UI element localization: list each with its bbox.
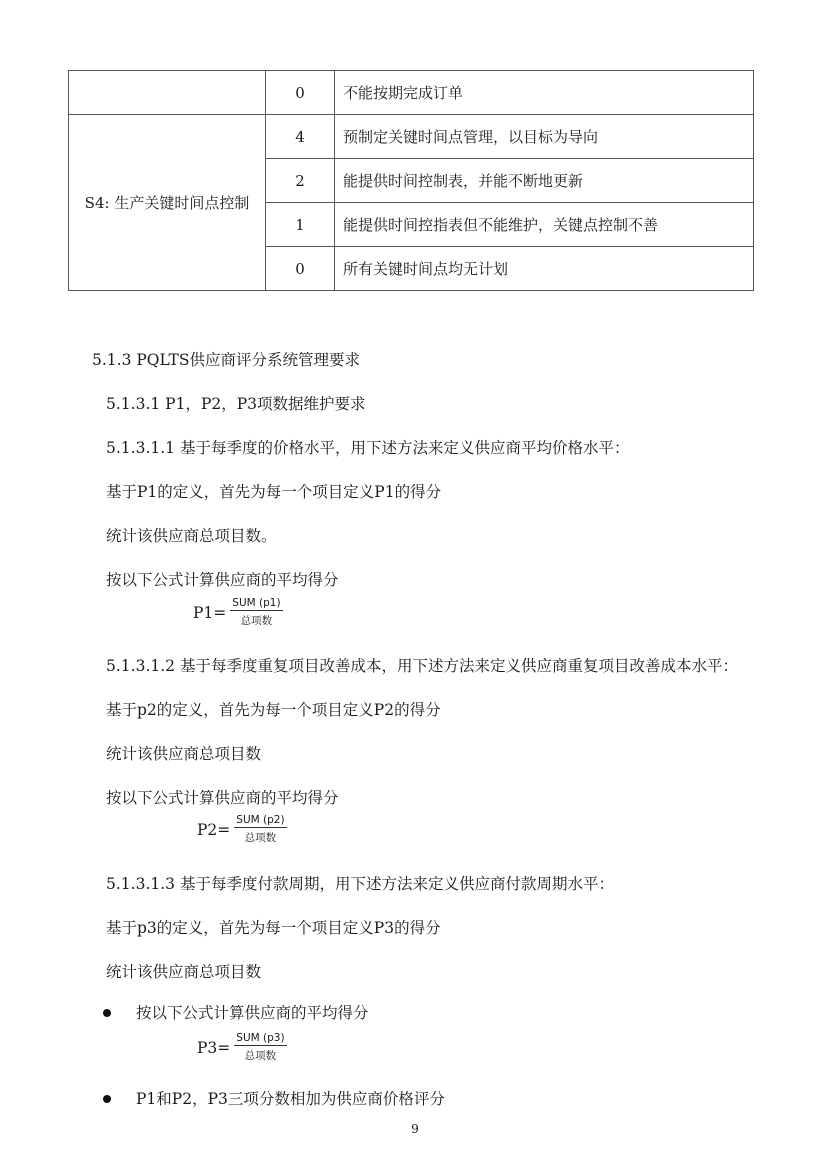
p3-step-1: 基于p3的定义，首先为每一个项目定义P3的得分 [106,919,441,937]
p3-bullet-step: 按以下公式计算供应商的平均得分 [136,1004,369,1022]
score-cell: 0 [266,247,335,291]
description-cell: 预制定关键时间点管理，以目标为导向 [335,115,754,159]
formula-numerator: SUM (p2) [236,814,285,826]
bullet-dot [103,1095,111,1103]
p3-heading: 5.1.3.1.3 基于每季度付款周期，用下述方法来定义供应商付款周期水平： [106,875,614,893]
p3-step-2: 统计该供应商总项目数 [106,963,262,981]
page-number: 9 [411,1122,419,1136]
table-row [69,115,754,159]
p2-step-3: 按以下公式计算供应商的平均得分 [106,789,339,807]
description-cell: 所有关键时间点均无计划 [335,247,754,291]
score-cell: 0 [266,71,335,115]
table-row [69,71,754,115]
p2-step-2: 统计该供应商总项目数 [106,745,262,763]
p3-bullet-summary: P1和P2，P3三项分数相加为供应商价格评分 [136,1090,445,1108]
score-cell: 2 [266,159,335,203]
p1-step-1: 基于P1的定义，首先为每一个项目定义P1的得分 [106,483,442,501]
formula-denominator: 总项数 [240,615,273,627]
formula-denominator: 总项数 [244,1050,277,1062]
score-cell: 1 [266,203,335,247]
score-cell: 4 [266,115,335,159]
p3-formula [197,1032,287,1063]
p1-step-3: 按以下公式计算供应商的平均得分 [106,571,339,589]
formula-lhs: P2= [197,820,231,839]
formula-numerator: SUM (p1) [232,597,281,609]
criteria-cell-empty [69,71,266,115]
bullet-dot [103,1009,111,1017]
formula-denominator: 总项数 [244,832,277,844]
p1-heading: 5.1.3.1.1 基于每季度的价格水平，用下述方法来定义供应商平均价格水平： [106,439,630,457]
description-cell: 能提供时间控指表但不能维护，关键点控制不善 [335,203,754,247]
formula-numerator: SUM (p3) [236,1032,285,1044]
criteria-cell-s4: S4: 生产关键时间点控制 [69,115,266,291]
p2-formula [197,814,287,845]
p1-formula [193,597,283,628]
formula-fraction [234,814,286,845]
formula-fraction [234,1032,286,1063]
formula-lhs: P3= [197,1038,231,1057]
p2-heading: 5.1.3.1.2 基于每季度重复项目改善成本，用下述方法来定义供应商重复项目改善成本水平： [106,657,738,675]
description-cell: 能提供时间控制表，并能不断地更新 [335,159,754,203]
section-heading-5-1-3: 5.1.3 PQLTS供应商评分系统管理要求 [92,351,360,369]
description-cell: 不能按期完成订单 [335,71,754,115]
criteria-table [68,70,754,291]
formula-lhs: P1= [193,603,227,622]
p2-step-1: 基于p2的定义，首先为每一个项目定义P2的得分 [106,701,441,719]
section-heading-5-1-3-1: 5.1.3.1 P1，P2，P3项数据维护要求 [106,395,366,413]
formula-fraction [230,597,282,628]
p1-step-2: 统计该供应商总项目数。 [106,527,277,545]
